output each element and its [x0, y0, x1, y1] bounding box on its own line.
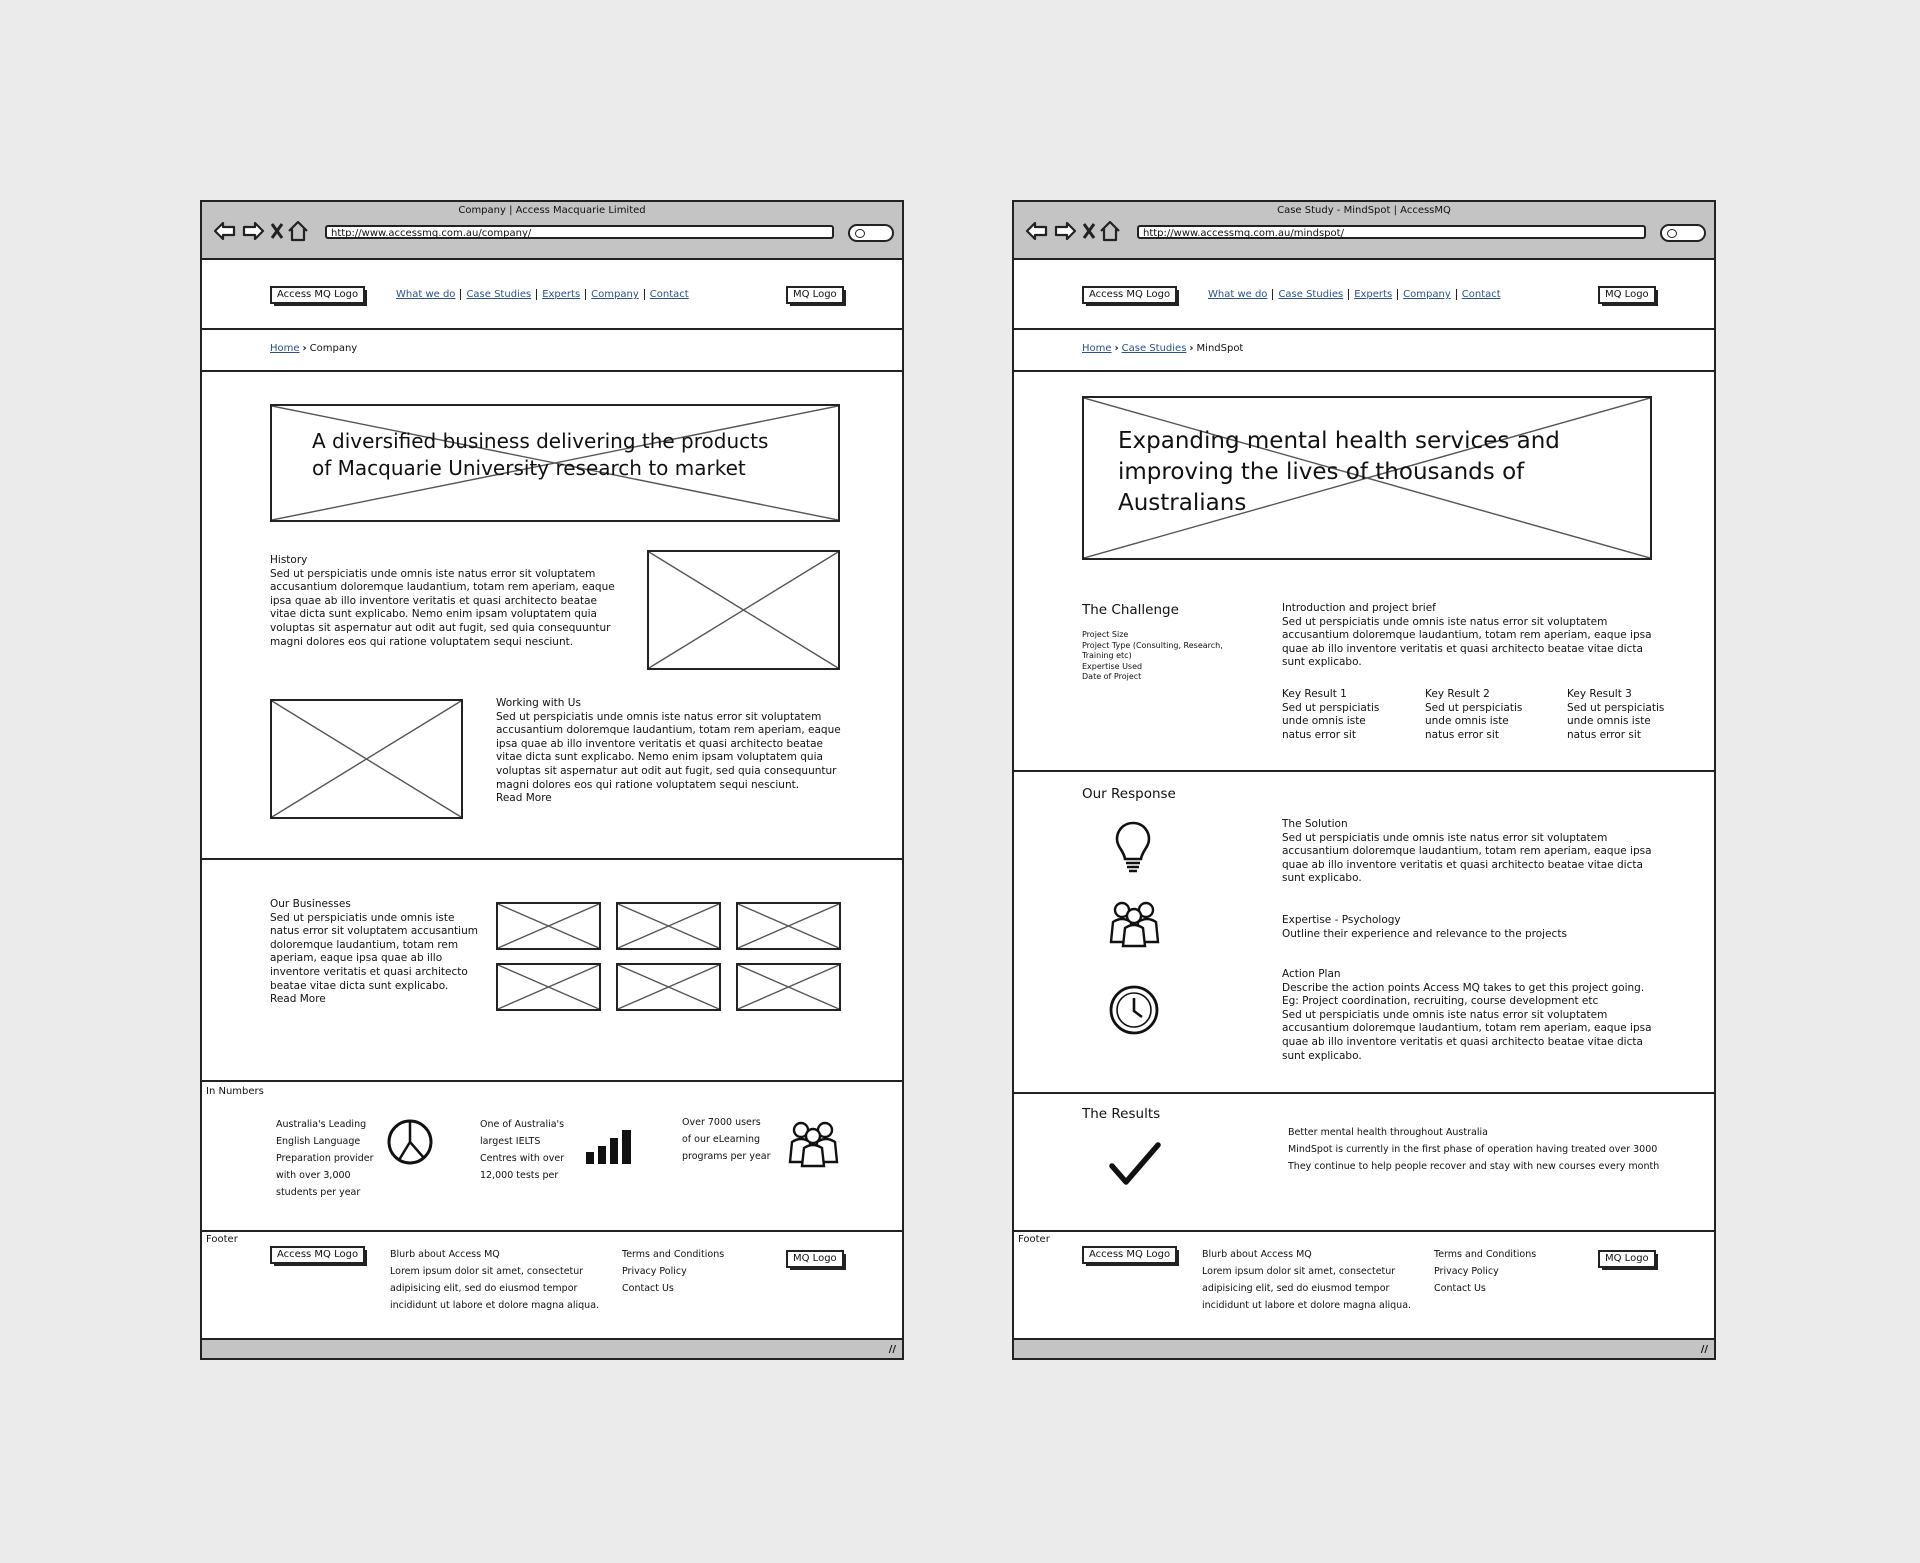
- main-nav: [1208, 289, 1506, 300]
- in-numbers-label: In Numbers: [206, 1086, 264, 1097]
- history-section: History Sed ut perspiciatis unde omnis iste natus error sit voluptatem accusantium doloremque laudantium, totam rem aperiam, eaque ipsa quae ab illo inventore veritatis et quasi architecto beatae vitae dicta sunt explicabo. Nemo enim ipsam voluptatem quia voluptas sit aspernatur aut odit aut fugit, sed quia consequuntur magni dolores eos qui ratione voluptatem sequi nesciunt.: [270, 554, 615, 648]
- checkmark-icon: [1108, 1140, 1162, 1188]
- key-result-1: Key Result 1 Sed ut perspiciatis unde omnis iste natus error sit: [1282, 688, 1380, 741]
- mq-logo[interactable]: MQ Logo: [786, 286, 844, 304]
- challenge-title: The Challenge: [1082, 602, 1179, 618]
- footer-link-privacy[interactable]: Privacy Policy: [1434, 1266, 1499, 1277]
- business-thumb-placeholder[interactable]: [616, 902, 721, 950]
- status-bar: [1014, 1338, 1714, 1358]
- url-bar[interactable]: http://www.accessmq.com.au/company/: [325, 225, 834, 239]
- site-header: [1014, 258, 1714, 330]
- hero-title: A diversified business delivering the products of Macquarie University research to market: [312, 429, 769, 480]
- breadcrumb-current: Company: [309, 343, 358, 354]
- access-mq-logo[interactable]: Access MQ Logo: [270, 286, 365, 304]
- browser-toolbar: [1014, 202, 1714, 260]
- main-nav: [396, 289, 694, 300]
- search-field[interactable]: [1660, 224, 1706, 242]
- footer-access-mq-logo[interactable]: Access MQ Logo: [270, 1246, 365, 1264]
- project-intro: Introduction and project brief Sed ut perspiciatis unde omnis iste natus error sit voluptatem accusantium doloremque laudantium, totam rem aperiam, eaque ipsa quae ab illo inventore veritatis et quasi architecto beatae vitae dicta sunt explicabo.: [1282, 602, 1652, 669]
- footer-link-contact[interactable]: Contact Us: [622, 1283, 674, 1294]
- browser-nav-buttons: [212, 218, 322, 244]
- close-x-icon[interactable]: [272, 224, 282, 238]
- breadcrumb-case-studies[interactable]: Case Studies: [1121, 343, 1187, 354]
- stat-students: Australia's Leading English Language Preparation provider with over 3,000 students per year: [276, 1119, 374, 1198]
- resize-grip-icon[interactable]: //: [1700, 1344, 1708, 1355]
- nav-company[interactable]: Company: [1397, 289, 1456, 300]
- history-title: History: [270, 554, 308, 566]
- breadcrumb: Home › Company: [202, 330, 902, 372]
- nav-case-studies[interactable]: Case Studies: [1272, 289, 1348, 300]
- our-response-section: [1014, 772, 1714, 1094]
- hero-title: Expanding mental health services and improving the lives of thousands of Australians: [1118, 428, 1560, 516]
- working-with-us-section: Working with Us Sed ut perspiciatis unde omnis iste natus error sit voluptatem accusantium doloremque laudantium, totam rem aperiam, eaque ipsa quae ab illo inventore veritatis et quasi architecto beatae vitae dicta sunt explicabo. Nemo enim ipsam voluptatem quia voluptas sit aspernatur aut odit aut fugit, sed quia consequuntur magni dolores eos qui ratione voluptatem sequi nesciunt. Read More: [496, 697, 841, 805]
- nav-company[interactable]: Company: [585, 289, 644, 300]
- nav-contact[interactable]: Contact: [644, 289, 694, 300]
- site-header: [202, 258, 902, 330]
- response-title: Our Response: [1082, 786, 1176, 802]
- company-browser-window: [200, 200, 904, 1360]
- nav-experts[interactable]: Experts: [536, 289, 585, 300]
- close-x-icon[interactable]: [1084, 224, 1094, 238]
- nav-what-we-do[interactable]: What we do: [396, 289, 456, 300]
- status-bar: [202, 1338, 902, 1358]
- in-numbers-section: [202, 1082, 902, 1232]
- home-icon[interactable]: [1101, 222, 1119, 240]
- forward-arrow-icon[interactable]: [1056, 223, 1075, 239]
- stat-ielts: One of Australia's largest IELTS Centres with over 12,000 tests per: [480, 1119, 565, 1181]
- browser-nav-buttons: [1024, 218, 1134, 244]
- working-read-more-link[interactable]: Read More: [496, 792, 552, 805]
- nav-case-studies[interactable]: Case Studies: [460, 289, 536, 300]
- breadcrumb-current: MindSpot: [1196, 343, 1244, 354]
- stat-elearning: Over 7000 users of our eLearning programs per year: [682, 1117, 771, 1162]
- site-footer: [202, 1232, 902, 1342]
- back-arrow-icon[interactable]: [215, 223, 234, 239]
- footer-label: Footer: [1018, 1234, 1050, 1245]
- forward-arrow-icon[interactable]: [244, 223, 263, 239]
- home-icon[interactable]: [289, 222, 307, 240]
- business-thumb-placeholder[interactable]: [736, 902, 841, 950]
- businesses-title: Our Businesses: [270, 898, 351, 910]
- footer-links: [1434, 1246, 1536, 1297]
- footer-access-mq-logo[interactable]: Access MQ Logo: [1082, 1246, 1177, 1264]
- action-plan-block: Action Plan Describe the action points Access MQ takes to get this project going. Eg: Project coordination, recruiting, course development etc Sed ut perspiciatis unde omnis iste natus error sit voluptatem accusantium doloremque laudantium, totam rem aperiam, eaque ipsa quae ab illo inventore veritatis et quasi architecto beatae vitae dicta sunt explicabo.: [1282, 968, 1652, 1062]
- people-group-icon: [1108, 898, 1162, 948]
- business-thumb-placeholder[interactable]: [736, 963, 841, 1011]
- bar-chart-icon: [584, 1122, 638, 1166]
- results-title: The Results: [1082, 1106, 1161, 1122]
- challenge-section: [1014, 372, 1714, 772]
- footer-link-terms[interactable]: Terms and Conditions: [622, 1249, 725, 1260]
- breadcrumb-home[interactable]: Home: [270, 343, 300, 354]
- key-result-2: Key Result 2 Sed ut perspiciatis unde omnis iste natus error sit: [1425, 688, 1523, 741]
- clock-icon: [1108, 984, 1160, 1036]
- footer-links: [622, 1246, 724, 1297]
- search-icon: [855, 229, 865, 238]
- working-title: Working with Us: [496, 697, 581, 709]
- breadcrumb-home[interactable]: Home: [1082, 343, 1112, 354]
- expertise-block: Expertise - Psychology Outline their experience and relevance to the projects: [1282, 914, 1567, 940]
- footer-mq-logo[interactable]: MQ Logo: [1598, 1250, 1656, 1268]
- footer-link-terms[interactable]: Terms and Conditions: [1434, 1249, 1537, 1260]
- nav-experts[interactable]: Experts: [1348, 289, 1397, 300]
- breadcrumb: Home › Case Studies › MindSpot: [1014, 330, 1714, 372]
- site-footer: [1014, 1232, 1714, 1342]
- key-result-3: Key Result 3 Sed ut perspiciatis unde omnis iste natus error sit: [1567, 688, 1665, 741]
- resize-grip-icon[interactable]: //: [888, 1344, 896, 1355]
- project-meta: Project Size Project Type (Consulting, Research, Training etc) Expertise Used Date of Project: [1082, 630, 1223, 681]
- company-main-content: [202, 372, 902, 860]
- footer-blurb: Blurb about Access MQ Lorem ipsum dolor sit amet, consectetur adipisicing elit, sed do eiusmod tempor incididunt ut labore et dolore magna aliqua.: [390, 1249, 600, 1311]
- window-title: Case Study - MindSpot | AccessMQ: [1277, 205, 1451, 216]
- history-image-placeholder: [647, 550, 840, 670]
- footer-mq-logo[interactable]: MQ Logo: [786, 1250, 844, 1268]
- footer-label: Footer: [206, 1234, 238, 1245]
- url-bar[interactable]: http://www.accessmq.com.au/mindspot/: [1137, 225, 1646, 239]
- pie-chart-icon: [386, 1116, 436, 1168]
- users-group-icon: [787, 1118, 841, 1168]
- search-field[interactable]: [848, 224, 894, 242]
- search-icon: [1667, 229, 1677, 238]
- case-study-browser-window: [1012, 200, 1716, 1360]
- footer-blurb: Blurb about Access MQ Lorem ipsum dolor sit amet, consectetur adipisicing elit, sed do eiusmod tempor incididunt ut labore et dolore magna aliqua.: [1202, 1249, 1412, 1311]
- nav-contact[interactable]: Contact: [1456, 289, 1506, 300]
- window-title: Company | Access Macquarie Limited: [458, 205, 646, 216]
- businesses-text: Our Businesses Sed ut perspiciatis unde omnis iste natus error sit voluptatem accusantium doloremque laudantium, totam rem aperiam, eaque ipsa quae ab illo inventore veritatis et quasi architecto beatae vitae dicta sunt explicabo. Read More: [270, 898, 478, 1006]
- our-businesses-section: [202, 860, 902, 1082]
- business-thumb-placeholder[interactable]: [496, 963, 601, 1011]
- browser-toolbar: [202, 202, 902, 260]
- businesses-read-more-link[interactable]: Read More: [270, 993, 326, 1006]
- business-thumb-placeholder[interactable]: [496, 902, 601, 950]
- business-thumb-placeholder[interactable]: [616, 963, 721, 1011]
- results-text: Better mental health throughout Australia MindSpot is currently in the first phase of operation having treated over 3000 They continue to help people recover and stay with new courses every month: [1288, 1127, 1660, 1172]
- back-arrow-icon[interactable]: [1027, 223, 1046, 239]
- footer-link-contact[interactable]: Contact Us: [1434, 1283, 1486, 1294]
- solution-block: The Solution Sed ut perspiciatis unde omnis iste natus error sit voluptatem accusantium doloremque laudantium, totam rem aperiam, eaque ipsa quae ab illo inventore veritatis et quasi architecto beatae vitae dicta sunt explicabo.: [1282, 818, 1652, 885]
- lightbulb-icon: [1114, 820, 1152, 876]
- working-image-placeholder: [270, 699, 463, 819]
- footer-link-privacy[interactable]: Privacy Policy: [622, 1266, 687, 1277]
- mq-logo[interactable]: MQ Logo: [1598, 286, 1656, 304]
- nav-what-we-do[interactable]: What we do: [1208, 289, 1268, 300]
- access-mq-logo[interactable]: Access MQ Logo: [1082, 286, 1177, 304]
- results-section: [1014, 1094, 1714, 1232]
